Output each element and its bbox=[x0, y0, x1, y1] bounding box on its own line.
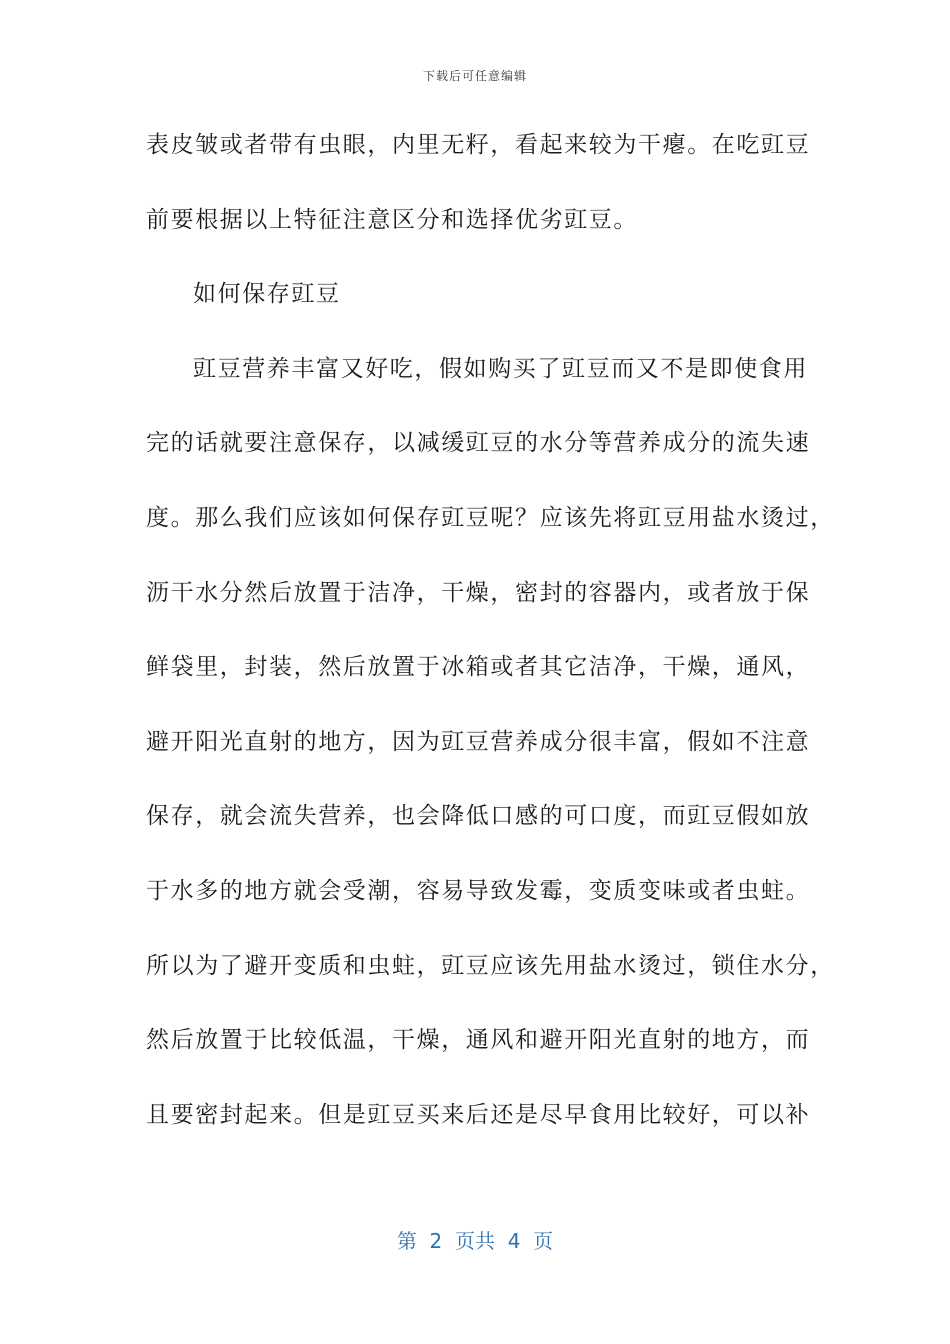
text-line: 避开阳光直射的地方，因为豇豆营养成分很丰富，假如不注意 bbox=[146, 728, 811, 755]
text-line: 所以为了避开变质和虫蛀，豇豆应该先用盐水烫过，锁住水分， bbox=[146, 952, 835, 979]
text-line: 鲜袋里，封装，然后放置于冰箱或者其它洁净，干燥，通风， bbox=[146, 654, 811, 681]
text-line: 保存，就会流失营养，也会降低口感的可口度，而豇豆假如放 bbox=[146, 803, 811, 830]
text-line: 表皮皱或者带有虫眼，内里无籽，看起来较为干瘪。在吃豇豆 bbox=[146, 132, 811, 158]
text-line: 前要根据以上特征注意区分和选择优劣豇豆。 bbox=[146, 206, 638, 233]
text-line: 于水多的地方就会受潮，容易导致发霉，变质变味或者虫蛀。 bbox=[146, 877, 811, 904]
header-note: 下载后可任意编辑 bbox=[422, 69, 527, 83]
paragraph-first-line: 豇豆营养丰富又好吃，假如购买了豇豆而又不是即使食用 bbox=[193, 355, 808, 382]
text-line: 然后放置于比较低温，干燥，通风和避开阳光直射的地方，而 bbox=[146, 1027, 811, 1054]
text-line: 完的话就要注意保存，以减缓豇豆的水分等营养成分的流失速 bbox=[146, 430, 811, 457]
text-line: 沥干水分然后放置于洁净，干燥，密封的容器内，或者放于保 bbox=[146, 579, 811, 606]
text-line: 且要密封起来。但是豇豆买来后还是尽早食用比较好，可以补 bbox=[146, 1101, 811, 1128]
section-heading: 如何保存豇豆 bbox=[193, 281, 341, 308]
body-text bbox=[146, 122, 835, 1166]
text-line: 度。那么我们应该如何保存豇豆呢？应该先将豇豆用盐水烫过， bbox=[146, 504, 835, 531]
page-number-footer: 第 2 页共 4 页 bbox=[396, 1229, 554, 1253]
